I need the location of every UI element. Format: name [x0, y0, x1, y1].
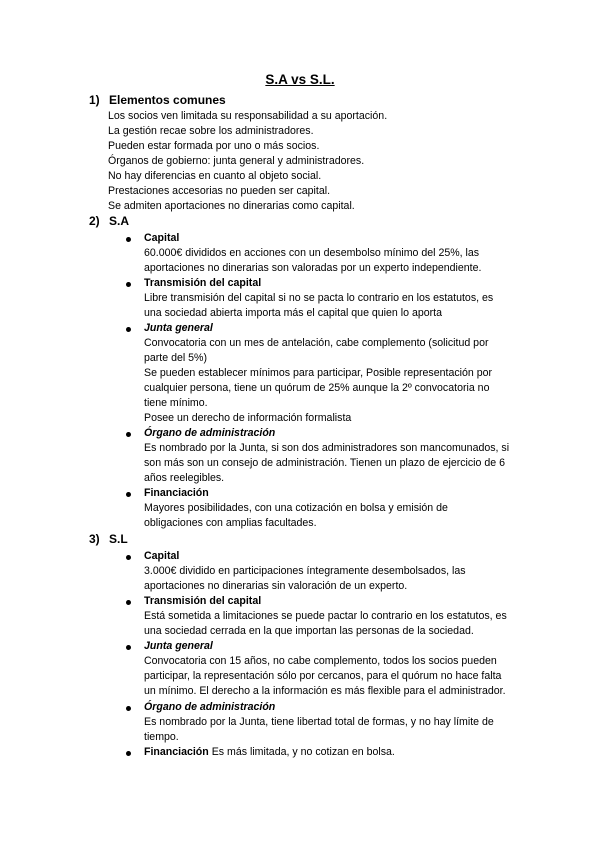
bullet-icon: [126, 237, 131, 242]
sa-organo-text: años reelegibles.: [144, 472, 225, 484]
sl-financiacion-line: [144, 745, 395, 760]
section-heading-elementos-comunes: 1) Elementos comunes: [89, 93, 226, 107]
sa-junta-text: Se pueden establecer mínimos para participar, Posible representación por: [144, 367, 493, 379]
sa-junta-text: parte del 5%): [144, 352, 208, 364]
sa-transmision-text: Libre transmisión del capital si no se pacta lo contrario en los estatutos, es: [144, 292, 494, 304]
sl-capital-text: aportaciones no dinerarias sin valoración de un experto.: [144, 580, 408, 592]
sl-junta-text: participar, la representación sólo por cercanos, para el quórum no hace falta: [144, 670, 502, 682]
sl-organo-text: Es nombrado por la Junta, tiene libertad total de formas, y no hay límite de: [144, 716, 494, 728]
common-line: Prestaciones accesorias no pueden ser capital.: [108, 185, 331, 197]
sl-financiacion-text: Es más limitada, y no cotizan en bolsa.: [208, 746, 395, 758]
sa-junta-text: Convocatoria con un mes de antelación, cabe complemento (solicitud por: [144, 337, 489, 349]
sl-organo-text: tiempo.: [144, 731, 179, 743]
sa-financiacion-text: obligaciones con amplias facultades.: [144, 517, 317, 529]
sa-capital-text: 60.000€ divididos en acciones con un desembolso mínimo del 25%, las: [144, 247, 480, 259]
sl-transmision-text: una sociedad cerrada en la que importan las personas de la sociedad.: [144, 625, 474, 637]
sl-transmision-heading: Transmisión del capital: [144, 595, 262, 607]
bullet-icon: [126, 706, 131, 711]
bullet-icon: [126, 432, 131, 437]
sa-capital-text: aportaciones no dinerarias son valoradas por un experto independiente.: [144, 262, 482, 274]
bullet-icon: [126, 600, 131, 605]
common-line: Los socios ven limitada su responsabilidad a su aportación.: [108, 110, 388, 122]
sa-capital-heading: Capital: [144, 232, 180, 244]
common-line: Pueden estar formada por uno o más socios.: [108, 140, 320, 152]
common-line: La gestión recae sobre los administradores.: [108, 125, 314, 137]
sl-junta-text: un mínimo. El derecho a la información es más flexible para el administrador.: [144, 685, 506, 697]
sa-junta-text: cualquier persona, tiene un quórum de 25% aunque la 2º convocatoria no: [144, 382, 490, 394]
sl-financiacion-heading: Financiación: [144, 746, 209, 758]
bullet-icon: [126, 751, 131, 756]
sa-transmision-text: una sociedad abierta importa más el capital que quien lo aporta: [144, 307, 442, 319]
sa-organo-heading: Órgano de administración: [144, 427, 276, 439]
bullet-icon: [126, 645, 131, 650]
sa-junta-text: Posee un derecho de información formalista: [144, 412, 352, 424]
bullet-icon: [126, 492, 131, 497]
sa-financiacion-text: Mayores posibilidades, con una cotización en bolsa y emisión de: [144, 502, 448, 514]
common-line: Órganos de gobierno: junta general y administradores.: [108, 155, 365, 167]
sa-junta-text: tiene mínimo.: [144, 397, 208, 409]
sl-organo-heading: Órgano de administración: [144, 701, 276, 713]
common-line: No hay diferencias en cuanto al objeto social.: [108, 170, 322, 182]
sa-financiacion-heading: Financiación: [144, 487, 209, 499]
bullet-icon: [126, 282, 131, 287]
sa-junta-heading: Junta general: [144, 322, 213, 334]
sa-organo-text: Es nombrado por la Junta, si son dos administradores son mancomunados, si: [144, 442, 510, 454]
sl-capital-heading: Capital: [144, 550, 180, 562]
sl-junta-heading: Junta general: [144, 640, 213, 652]
bullet-icon: [126, 327, 131, 332]
sl-capital-text: 3.000€ dividido en participaciones íntegramente desembolsados, las: [144, 565, 466, 577]
common-line: Se admiten aportaciones no dinerarias como capital.: [108, 200, 355, 212]
section-heading-sa: 2) S.A: [89, 214, 130, 228]
sa-organo-text: son más son un consejo de administración. Tienen un plazo de ejercicio de 6: [144, 457, 505, 469]
bullet-icon: [126, 555, 131, 560]
document-title: S.A vs S.L.: [265, 72, 335, 87]
sa-transmision-heading: Transmisión del capital: [144, 277, 262, 289]
sl-junta-text: Convocatoria con 15 años, no cabe complemento, todos los socios pueden: [144, 655, 497, 667]
section-heading-sl: 3) S.L: [89, 532, 128, 546]
sl-transmision-text: Está sometida a limitaciones se puede pactar lo contrario en los estatutos, es: [144, 610, 507, 622]
